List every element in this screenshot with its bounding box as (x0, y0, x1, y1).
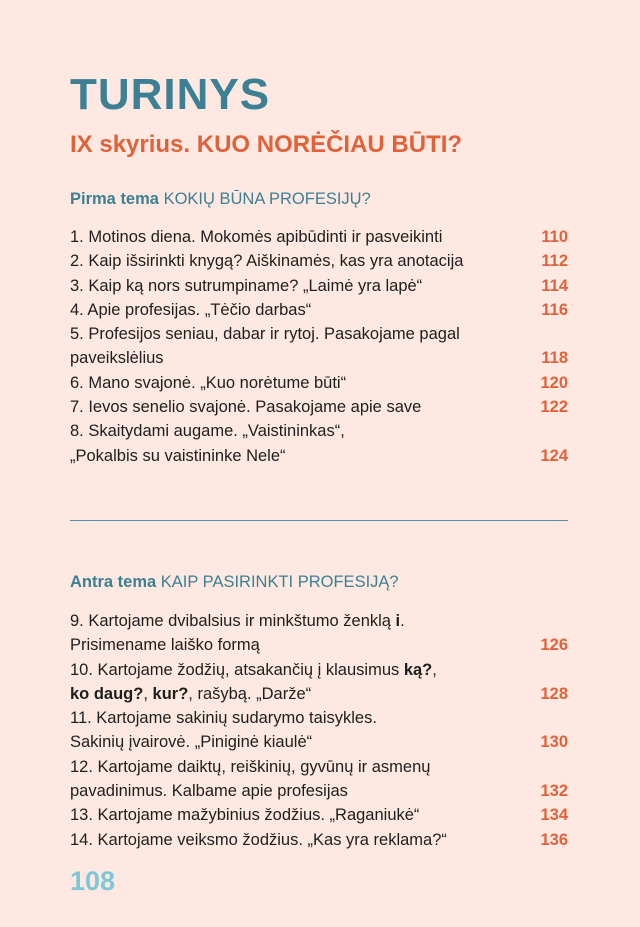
toc-entry (70, 274, 568, 298)
page-number: 112 (541, 252, 568, 271)
page-number: 110 (541, 228, 568, 246)
entry-text: 9. Kartojame dvibalsius ir minkštumo ženklą i. Prisimename laiško formą (70, 612, 405, 655)
entry-text: 8. Skaitydami augame. „Vaistininkas“, „Pokalbis su vaistininke Nele“ (70, 422, 345, 465)
page-title: TURINYS (70, 70, 271, 119)
section-name: KOKIŲ BŪNA PROFESIJŲ? (163, 190, 371, 208)
toc-entry (70, 322, 568, 371)
section-name: KAIP PASIRINKTI PROFESIJĄ? (160, 573, 399, 591)
toc-entry (70, 249, 568, 273)
toc-entry (70, 419, 568, 468)
section-label: Pirma tema (70, 190, 159, 208)
entry-text: 5. Profesijos seniau, dabar ir rytoj. Pasakojame pagal paveikslėlius (70, 325, 460, 368)
toc-entry (70, 395, 568, 419)
page-number: 130 (540, 733, 568, 752)
page-number: 134 (540, 806, 568, 825)
entry-text: 7. Ievos senelio svajonė. Pasakojame apie save (70, 398, 422, 417)
page-number: 136 (540, 830, 568, 849)
entry-text: 12. Kartojame daiktų, reiškinių, gyvūnų ir asmenų pavadinimus. Kalbame apie profesijas (70, 757, 431, 801)
toc-entry (70, 706, 568, 755)
page-number-footer: 108 (70, 866, 116, 896)
toc-entry (70, 371, 568, 395)
toc-entry (70, 225, 568, 249)
page-number: 120 (540, 373, 568, 392)
toc-entry (70, 609, 568, 658)
entry-text: 3. Kaip ką nors sutrumpiname? „Laimė yra lapė“ (70, 276, 423, 295)
divider (70, 520, 568, 521)
page-number: 124 (540, 446, 568, 465)
entry-text: 13. Kartojame mažybinius žodžius. „Raganiukė“ (70, 806, 420, 825)
section-heading-1 (70, 190, 371, 209)
page-number: 132 (540, 782, 568, 801)
toc-entry (70, 755, 568, 804)
toc-entry (70, 803, 568, 827)
entry-text: 14. Kartojame veiksmo žodžius. „Kas yra reklama?“ (70, 830, 447, 849)
section-label: Antra tema (70, 573, 157, 591)
section-heading-2 (70, 573, 399, 592)
page-number: 118 (541, 349, 568, 368)
toc-list-1 (70, 225, 568, 468)
page-number: 126 (540, 636, 568, 655)
page-number: 122 (540, 398, 568, 417)
toc-list-2 (70, 609, 568, 852)
toc-entry (70, 828, 568, 852)
page-number: 114 (541, 276, 568, 295)
entry-text: 11. Kartojame sakinių sudarymo taisykles. Sakinių įvairovė. „Piniginė kiaulė“ (70, 709, 377, 752)
page-number: 128 (540, 684, 568, 703)
entry-text: 2. Kaip išsirinkti knygą? Aiškinamės, kas yra anotacija (70, 252, 464, 271)
page-number: 116 (541, 300, 568, 319)
entry-text: 4. Apie profesijas. „Tėčio darbas“ (70, 300, 312, 319)
toc-entry (70, 658, 568, 707)
chapter-title: IX skyrius. KUO NORĖČIAU BŪTI? (70, 131, 463, 158)
entry-text: 6. Mano svajonė. „Kuo norėtume būti“ (70, 373, 347, 392)
entry-text: 10. Kartojame žodžių, atsakančių į klausimus ką?, ko daug?, kur?, rašybą. „Darže“ (70, 660, 437, 703)
entry-text: 1. Motinos diena. Mokomės apibūdinti ir pasveikinti (70, 228, 443, 246)
toc-entry (70, 298, 568, 322)
